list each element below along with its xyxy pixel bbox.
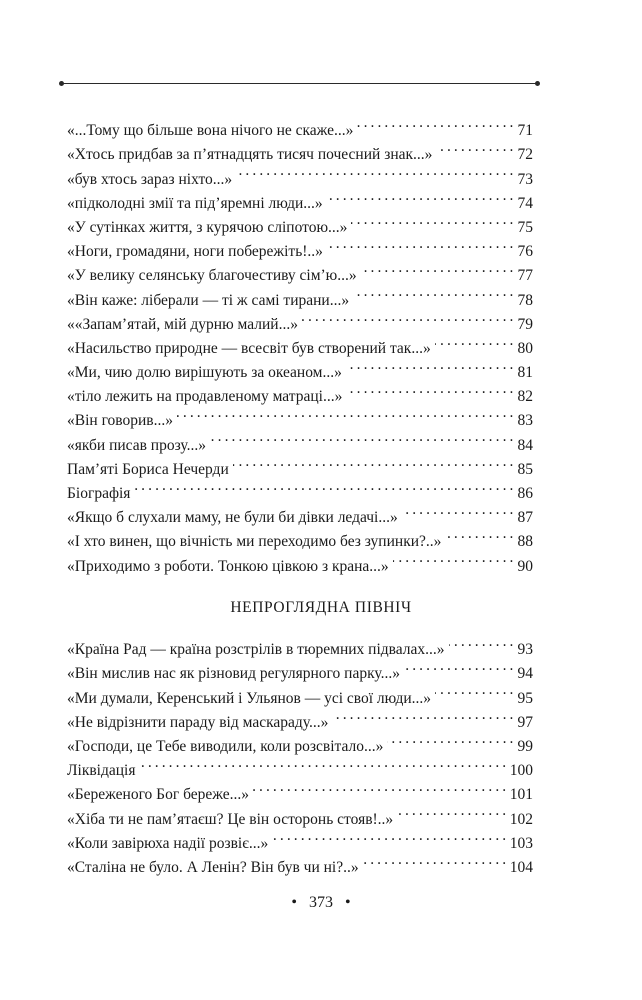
toc-entry-title: «Якщо б слухали маму, не були би дівки ледачі...» (67, 509, 398, 527)
dot-leader (436, 135, 513, 159)
toc-entry (67, 111, 533, 140)
dot-leader (397, 799, 506, 823)
toc-entry-page: 87 (517, 509, 533, 527)
toc-entry-title: Ліквідація (67, 762, 136, 780)
toc-entry-title: «...Тому що більше вона нічого не скаже...» (67, 122, 354, 140)
toc-entry-page: 78 (517, 291, 533, 309)
toc-entry-title: «Хтось придбав за п’ятнадцять тисяч почесний знак...» (67, 146, 433, 164)
toc-entry-page: 79 (517, 315, 533, 333)
dot-leader (236, 159, 513, 183)
toc-entry-title: Памʼяті Бориса Нечерди (67, 460, 229, 478)
dot-leader (404, 654, 513, 678)
dot-leader (332, 703, 513, 727)
toc-entry-page: 94 (517, 665, 533, 683)
toc-entry-page: 102 (509, 810, 533, 828)
header-rule (62, 83, 538, 84)
toc-entry-title: «Не відрізнити параду від маскараду...» (67, 713, 329, 731)
dot-leader (177, 401, 513, 425)
dot-leader (139, 751, 505, 775)
toc-entry-page: 83 (517, 412, 533, 430)
toc-entry-page: 76 (517, 243, 533, 261)
toc-entry-title: «Сталіна не було. А Ленін? Він був чи ні?..» (67, 858, 359, 876)
dot-leader (387, 727, 513, 751)
dot-leader (435, 329, 513, 353)
dot-leader (357, 111, 513, 135)
toc-entry-page: 90 (517, 557, 533, 575)
toc-entry-title: «тіло лежить на продавленому матраці...» (67, 388, 343, 406)
toc-entry-title: «І хто винен, що вічність ми переходимо без зупинки?..» (67, 533, 442, 551)
toc-entry-title: «Він говорив...» (67, 412, 173, 430)
section-title: НЕПРОГЛЯДНА ПІВНІЧ (230, 599, 412, 616)
toc-entry-page: 88 (517, 533, 533, 551)
toc-entry-page: 101 (509, 786, 533, 804)
folio-bullet-right: • (345, 894, 351, 911)
dot-leader (435, 678, 513, 702)
dot-leader (253, 775, 506, 799)
dot-leader (351, 208, 513, 232)
dot-leader (233, 450, 513, 474)
dot-leader (445, 522, 513, 546)
header-rule-dot-right (535, 81, 540, 86)
toc-entry-page: 93 (517, 641, 533, 659)
toc-entry-page: 104 (509, 858, 533, 876)
toc-entry-page: 86 (517, 485, 533, 502)
toc-entry-title: «був хтось зараз ніхто...» (67, 170, 233, 188)
dot-leader (327, 232, 513, 256)
toc-entry-page: 75 (517, 218, 533, 236)
dot-leader (210, 425, 513, 449)
toc-entry-title: «Береженого Бог береже...» (67, 786, 250, 804)
dot-leader (327, 184, 513, 208)
toc-list-first (67, 111, 533, 575)
dot-leader (402, 498, 513, 522)
toc-entry-title: «Приходимо з роботи. Тонкою цівкою з крана...» (67, 557, 389, 575)
toc-entry (67, 498, 533, 527)
dot-leader (346, 353, 513, 377)
toc-entry-title: Біографія (67, 485, 131, 502)
page-footer (0, 894, 642, 912)
page-number: 373 (309, 894, 333, 911)
toc-entry-page: 73 (517, 170, 533, 188)
dot-leader (134, 474, 513, 498)
toc-entry (67, 630, 533, 659)
toc-entry-title: «Країна Рад — країна розстрілів в тюремних підвалах...» (67, 641, 445, 659)
toc-entry-page: 81 (517, 364, 533, 382)
toc-entry-page: 85 (517, 460, 533, 478)
toc-entry-title: «підколодні змії та підʼяремні люди...» (67, 194, 323, 212)
toc-entry-title: «У сутінках життя, з курячою сліпотою...» (67, 218, 348, 236)
toc-entry-page: 72 (517, 146, 533, 164)
dot-leader (449, 630, 513, 654)
dot-leader (272, 824, 506, 848)
header-rule-dot-left (59, 81, 64, 86)
toc-entry-title: ««Запамʼятай, мій дурню малий...» (67, 315, 298, 333)
toc-entry-page: 71 (517, 122, 533, 140)
toc-list-second (67, 630, 533, 876)
toc-entry-page: 99 (517, 737, 533, 755)
toc-entry-title: «якби писав прозу...» (67, 436, 206, 454)
toc-entry (67, 474, 533, 502)
toc-entry-page: 82 (517, 388, 533, 406)
dot-leader (346, 377, 513, 401)
toc-entry-page: 97 (517, 713, 533, 731)
toc-entry-page: 74 (517, 194, 533, 212)
toc-entry-page: 100 (509, 762, 533, 780)
toc-entry-page: 95 (517, 689, 533, 707)
dot-leader (353, 280, 513, 304)
toc-entry-title: «Ми думали, Керенський і Ульянов — усі свої люди...» (67, 689, 432, 707)
toc-entry-title: «Коли завірюха надії розвіє...» (67, 834, 269, 852)
dot-leader (361, 256, 513, 280)
toc-entry-page: 103 (509, 834, 533, 852)
toc-entry-page: 80 (517, 339, 533, 357)
toc-entry-title: «Хіба ти не памʼятаєш? Це він осторонь стояв!..» (67, 810, 394, 828)
dot-leader (363, 848, 506, 872)
toc-entry-title: «Він каже: ліберали — ті ж самі тирани...» (67, 291, 350, 309)
toc-entry-page: 77 (517, 267, 533, 285)
toc-entry-title: «Ноги, громадяни, ноги побережіть!..» (67, 243, 323, 261)
dot-leader (393, 546, 513, 570)
toc-entry-page: 84 (517, 436, 533, 454)
folio-bullet-left: • (291, 894, 297, 911)
toc-entry-title: «Він мислив нас як різновид регулярного парку...» (67, 665, 400, 683)
dot-leader (302, 305, 513, 329)
toc-entry-title: «Господи, це Тебе виводили, коли розсвітало...» (67, 737, 384, 755)
toc-entry-title: «У велику селянську благочестиву сімʼю...» (67, 267, 357, 285)
toc-entry-title: «Ми, чию долю вирішують за океаном...» (67, 364, 342, 382)
toc-entry-title: «Насильство природне — всесвіт був створений так...» (67, 339, 431, 357)
